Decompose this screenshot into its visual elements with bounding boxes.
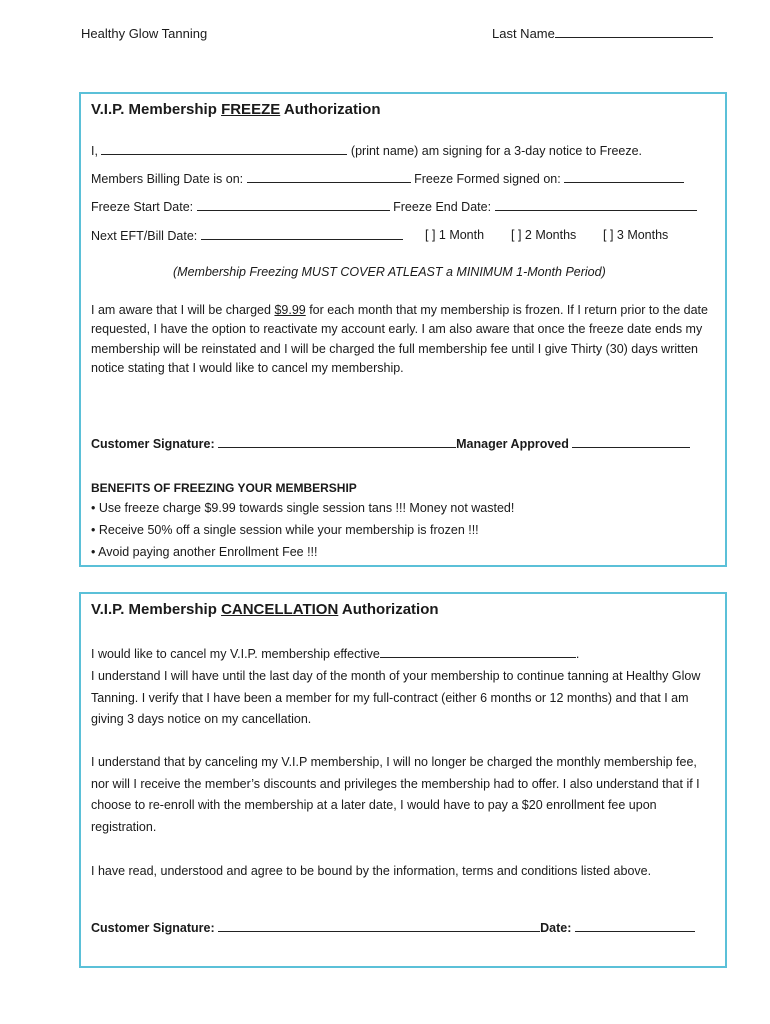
freeze-minimum-notice: (Membership Freezing MUST COVER ATLEAST a MINIMUM 1-Month Period) <box>173 265 606 279</box>
cancel-paragraph-2: I understand that by canceling my V.I.P membership, I will no longer be charged the monthly membership fee, nor will I receive the member’s discounts and privileges the membership had to offer. I also understand that if I choose to re-enroll with the membership at a later date, I would have to pay a $20 enrollment fee upon registration. <box>91 755 700 834</box>
benefit-item: • Use freeze charge $9.99 towards single session tans !!! Money not wasted! <box>91 501 515 515</box>
freeze-signature-line: Customer Signature: Manager Approved <box>91 436 690 451</box>
cancel-signature-line: Customer Signature: Date: <box>91 920 695 935</box>
last-name-field[interactable] <box>492 26 713 41</box>
freeze-title: V.I.P. Membership FREEZE Authorization <box>91 101 381 118</box>
cancel-customer-signature-blank[interactable] <box>218 920 540 932</box>
freeze-dates-line: Freeze Start Date: Freeze End Date: <box>91 199 697 214</box>
last-name-blank[interactable] <box>555 26 713 38</box>
next-eft-line: Next EFT/Bill Date: <box>91 228 403 243</box>
last-name-label: Last Name <box>492 26 555 41</box>
freeze-formed-blank[interactable] <box>564 171 684 183</box>
cancel-paragraph-1: I understand I will have until the last day of the month of your membership to continue tanning at Healthy Glow Tanning. I verify that I have been a member for my full-contract (either 6 months or 12 months) and that I am giving 3 days notice on my cancellation. <box>91 669 701 726</box>
cancel-effective-blank[interactable] <box>380 646 576 658</box>
cancel-paragraph-3: I have read, understood and agree to be bound by the information, terms and conditions listed above. <box>91 864 652 878</box>
option-3-months[interactable]: [ ] 3 Months <box>603 228 669 242</box>
manager-approved-blank[interactable] <box>572 436 690 448</box>
billing-date-blank[interactable] <box>247 171 411 183</box>
benefit-item: • Avoid paying another Enrollment Fee !!! <box>91 545 318 559</box>
freeze-terms-paragraph: I am aware that I will be charged $9.99 for each month that my membership is frozen. If I return prior to the date requested, I have the option to reactivate my account early. I am also aware that once the freeze date ends my membership will be reinstated and I will be charged the full membership fee until I give Thirty (30) days written notice stating that I would like to cancel my membership. <box>91 303 708 375</box>
print-name-line: I, (print name) am signing for a 3-day notice to Freeze. <box>91 144 643 158</box>
freeze-start-blank[interactable] <box>197 199 390 211</box>
freeze-customer-signature-blank[interactable] <box>218 436 456 448</box>
cancel-date-blank[interactable] <box>575 920 695 932</box>
option-2-months[interactable]: [ ] 2 Months <box>511 228 577 242</box>
next-eft-blank[interactable] <box>201 228 403 240</box>
print-name-blank[interactable] <box>101 143 347 155</box>
billing-date-line: Members Billing Date is on: Freeze Formed signed on: <box>91 171 684 186</box>
cancel-effective-line: I would like to cancel my V.I.P. membership effective . <box>91 647 580 661</box>
cancellation-title: V.I.P. Membership CANCELLATION Authorization <box>91 601 439 618</box>
business-name: Healthy Glow Tanning <box>81 26 208 41</box>
benefit-item: • Receive 50% off a single session while your membership is frozen !!! <box>91 523 479 537</box>
benefits-title: BENEFITS OF FREEZING YOUR MEMBERSHIP <box>91 481 357 495</box>
freeze-end-blank[interactable] <box>495 199 697 211</box>
option-1-month[interactable]: [ ] 1 Month <box>425 228 485 242</box>
